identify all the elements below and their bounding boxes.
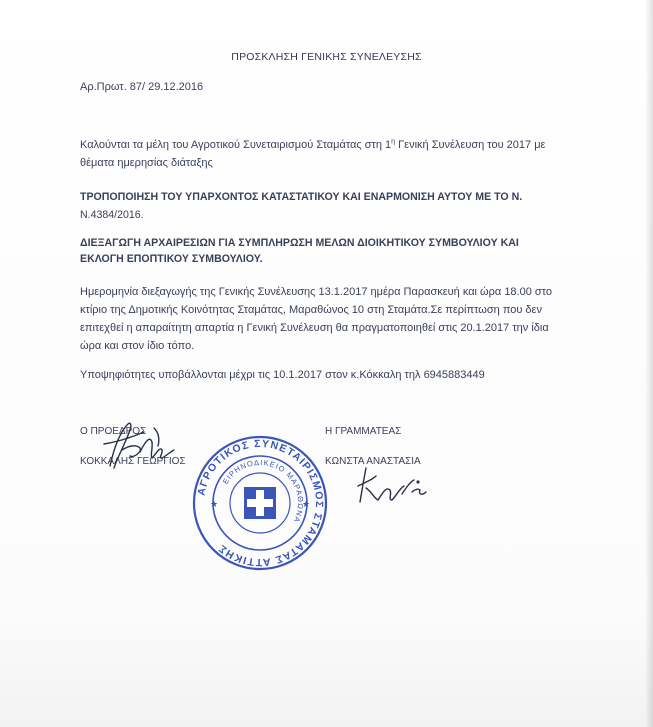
stamp-star-icon: ★ xyxy=(302,499,311,509)
agenda-item-1-bold: ΤΡΟΠΟΠΟΙΗΣΗ ΤΟΥ ΥΠΑΡΧΟΝΤΟΣ ΚΑΤΑΣΤΑΤΙΚΟΥ ΚΑΙ ΕΝΑΡΜΟΝΙΣΗ ΑΥΤΟΥ ΜΕ ΤΟ Ν. xyxy=(80,191,523,203)
secretary-label: Η ΓΡΑΜΜΑΤΕΑΣ xyxy=(325,426,402,437)
secretary-signature xyxy=(352,462,432,508)
protocol-number: Αρ.Πρωτ. 87/ 29.12.2016 xyxy=(80,81,204,93)
president-signature xyxy=(100,418,180,476)
intro-superscript: η xyxy=(391,138,396,146)
stamp-cross-emblem xyxy=(244,487,276,519)
president-label: Ο ΠΡΟΕΔΡΟΣ xyxy=(80,426,147,437)
stamp-star-icon: ★ xyxy=(210,499,219,509)
stamp-inner-text: ΕΙΡΗΝΟΔΙΚΕΙΟ ΜΑΡΑΘΩΝΑ xyxy=(220,457,306,525)
stamp-outer-text: ΑΓΡΟΤΙΚΟΣ ΣΥΝΕΤΑΙΡΙΣΜΟΣ ΣΤΑΜΑΤΑΣ ΑΤΤΙΚΗΣ xyxy=(195,437,326,569)
meeting-details-paragraph: Ημερομηνία διεξαγωγής της Γενικής Συνέλευσης 13.1.2017 ημέρα Παρασκευή και ώρα 18.00 στο κτίριο της Δημοτικής Κοινότητας Σταμάτας, Μαραθώνος 10 στη Σταμάτα.Σε περίπτωση που δεν επιτεχθεί η απαραίτητη απαρτία η Γενική Συνέλευση θα πραγματοποιηθεί στις 20.1.2017 την ίδια ώρα και στον ίδιο τόπο. xyxy=(80,286,552,352)
agenda-item-1-rest: Ν.4384/2016. xyxy=(80,209,144,221)
page-edge-shadow xyxy=(645,0,653,727)
document-title: ΠΡΟΣΚΛΗΣΗ ΓΕΝΙΚΗΣ ΣΥΝΕΛΕΥΣΗΣ xyxy=(231,51,422,63)
intro-paragraph xyxy=(80,136,560,172)
intro-text-part1: Καλούνται τα μέλη του Αγροτικού Συνεταιρισμού Σταμάτας στη 1 xyxy=(80,139,392,151)
president-name: ΚΟΚΚΑΛΗΣ ΓΕΩΡΓΙΟΣ xyxy=(80,456,186,467)
candidacies-paragraph: Υποψηφιότητες υποβάλλονται μέχρι τις 10.1.2017 στον κ.Κόκκαλη τηλ 6945883449 xyxy=(80,369,485,381)
secretary-name: ΚΩΝΣΤΑ ΑΝΑΣΤΑΣΙΑ xyxy=(325,456,421,467)
cooperative-stamp xyxy=(190,433,330,573)
intro-text-part2: Γενική Συνέλευση του 2017 με θέματα ημερησίας διάταξης xyxy=(80,139,546,169)
agenda-item-1 xyxy=(80,188,560,224)
agenda-item-2: ΔΙΕΞΑΓΩΓΗ ΑΡΧΑΙΡΕΣΙΩΝ ΓΙΑ ΣΥΜΠΛΗΡΩΣΗ ΜΕΛΩΝ ΔΙΟΙΚΗΤΙΚΟΥ ΣΥΜΒΟΥΛΙΟΥ ΚΑΙ ΕΚΛΟΓΗ ΕΠΟΠΤΙΚΟΥ ΣΥΜΒΟΥΛΙΟΥ. xyxy=(80,237,519,265)
